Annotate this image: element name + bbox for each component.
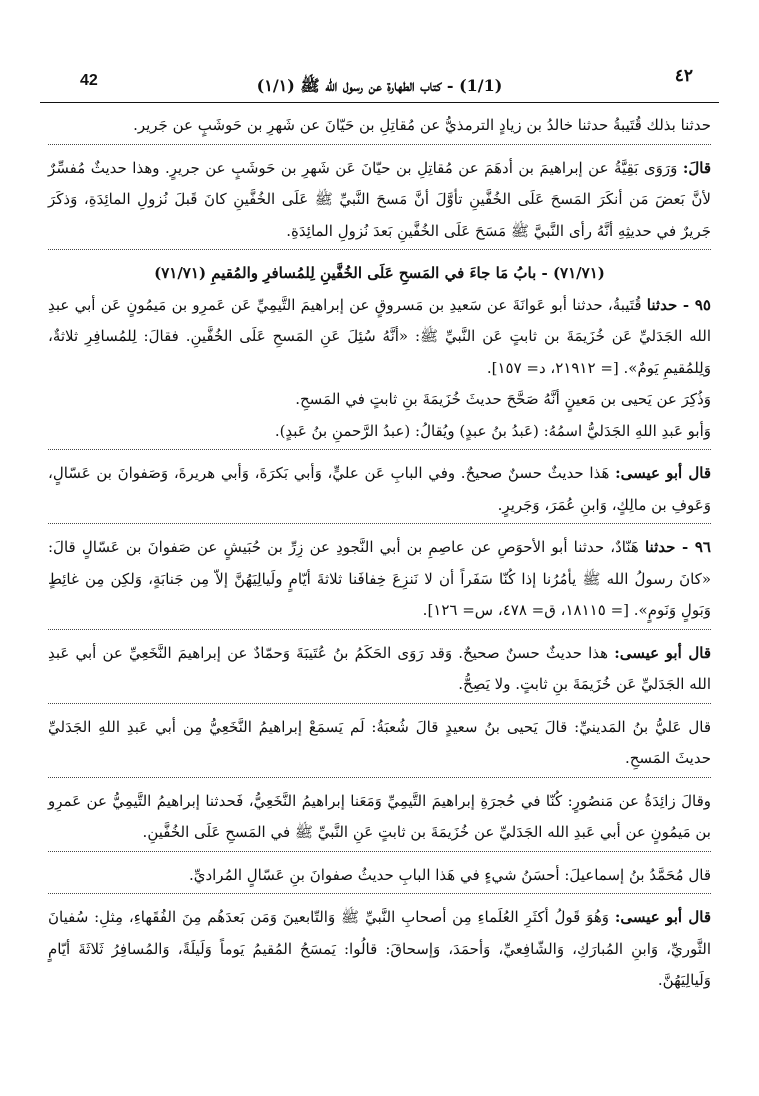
divider [48, 629, 711, 630]
chapter-heading: (٧١/٧١) - بابُ مَا جاءَ في المَسحِ عَلَى الخُفَّينِ لِلمُسافرِ والمُقيمِ (٧١/٧١) [154, 264, 605, 282]
paragraph-text: وَرَوَى بَقِيَّةُ عن إبراهيمَ بن أدهَمَ عن مُقاتِلِ بن حيّانَ عَن شَهرِ بن حَوشَبٍ عن جريرٍ. وهذا حديثٌ مُفسِّرٌ لأنَّ بَعضَ مَن أنكَرَ المَسحَ عَلَى الخُفَّينِ تأوَّلَ أنَّ مَسحَ النَّبيِّ ﷺ عَلَى الخُفَّينِ كانَ قَبلَ نُزولِ المائِدَةِ، وَذكَرَ جَريرٌ في حديثِهِ أنَّهُ رأى النَّبيَّ ﷺ مَسَحَ عَلَى الخُفَّينِ بَعدَ نُزولِ المائِدَةِ. [48, 158, 711, 240]
divider [48, 851, 711, 852]
paragraph-note: قال عَليُّ بنُ المَدينيِّ: قالَ يَحيى بنُ سعيدٍ قالَ شُعبَةُ: لَم يَسمَعْ إبراهيمُ النَّخَعِيُّ مِن أبي عَبدِ اللهِ الجَدَليِّ حديثَ المَسحِ. [48, 717, 711, 767]
paragraph-text: وَهُوَ قَولُ أكثَرِ العُلَماءِ مِن أصحابِ النَّبيِّ ﷺ وَالتّابعينَ وَمَن بَعدَهُم مِنَ الفُقَهاءِ، مِثلِ: سُفيانَ الثَّوريِّ، وَابنِ المُبارَكِ، وَالشّافِعيِّ، وَأحمَدَ، وَإسحاقَ: قالُوا: يَمسَحُ المُقيمُ يَوماً وَلَيلَةً، وَالمُسافِرُ ثَلاثَةَ أيّامٍ وَلَيالِيَهُنَّ. [48, 908, 711, 989]
divider [48, 703, 711, 704]
divider [48, 893, 711, 894]
paragraph-note: قال مُحَمَّدُ بنُ إسماعيلَ: أحسَنُ شيءٍ في هَذا البابِ حديثُ صفوانَ بنِ عَسّالٍ المُراديِّ. [188, 865, 711, 884]
divider [48, 144, 711, 145]
hadith-95 [48, 290, 711, 385]
hadith-96 [48, 532, 711, 627]
divider [48, 449, 711, 450]
page-header [40, 64, 719, 103]
running-title: (1/1) - كتاب الطهارة عن رسول الله ﷺ (١/١) [256, 76, 503, 95]
paragraph-note: وَذُكِرَ عن يَحيى بن مَعينٍ أنَّهُ صَحَّحَ حديثَ خُزَيمَةَ بنِ ثابتٍ في المَسحِ. [295, 390, 711, 408]
hadith-number: ٩٥ - حدثنا [646, 295, 711, 314]
hadith-text: قُتَيبةُ، حدثنا أبو عَوانَةَ عن سَعيدِ بن مَسروقٍ عن إبراهيمَ التَّيمِيِّ عَن عَمرِو بن مَيمُونٍ عَن أبي عبدِ الله الجَدَليِّ عَن خُزَيمَةَ بن ثابتٍ عَن النَّبيِّ ﷺ: «أنَّهُ سُئِلَ عَنِ المَسحِ عَلَى الخُفَّينِ. فقالَ: لِلمُسافِرِ ثلاثةٌ، وَلِلمُقيمِ يَومٌ». [= ٢١٩١٢، د= ١٥٧]. [48, 295, 711, 377]
paragraph-grading [48, 458, 711, 521]
paragraph-commentary [48, 153, 711, 248]
divider [48, 249, 711, 250]
page-body [48, 110, 711, 997]
paragraph-note: وقالَ زائِدَةُ عن مَنصُورٍ: كُنّا في حُجرَةِ إبراهيمَ التَّيمِيِّ وَمَعَنا إبراهيمُ النَّخَعِيُّ، فَحدثنا إبراهيمُ التَّيمِيُّ عن عَمرِو بن مَيمُونٍ عن أبي عَبدِ الله الجَدَليِّ عن خُزَيمَةَ بن ثابتٍ عَنِ النَّبيِّ ﷺ في المَسحِ عَلَى الخُفَّينِ. [48, 791, 711, 841]
paragraph-text: هَذا حديثٌ حسنٌ صحيحٌ. وفي البابِ عَن عليٍّ، وَأبي بَكرَةَ، وَأبي هريرةَ، وَصَفوانَ بن عَسّالٍ، وَعَوفِ بن مالِكٍ، وَابنِ عُمَرَ، وَجَريرٍ. [48, 464, 711, 514]
divider [48, 523, 711, 524]
speaker-label: قالَ: [682, 158, 711, 177]
paragraph-grading [48, 902, 711, 997]
hadith-text: هَنّادٌ، حدثنا أبو الأحوَصِ عن عاصِمِ بن أبي النَّجودِ عن زِرِّ بن حُبَيشٍ عن صَفوانَ بن عَسّالٍ قالَ: «كانَ رسولُ الله ﷺ يأمُرُنا إذا كُنّا سَفَراً أن لا نَنزِعَ خِفافَنا ثلاثةَ أيّامٍ ولَيالِيَهُنَّ إلاّ مِن جَنابَةٍ، وَلكِن مِن غائِطٍ وَبَولٍ وَنَومٍ». [= ١٨١١٥، ق= ٤٧٨، س= ١٢٦]. [48, 538, 711, 619]
paragraph-chain: حدثنا بذلك قُتَيبةُ حدثنا خالدُ بن زيادٍ الترمذيُّ عن مُقاتِلِ بن حَيّانَ عن شَهرِ بن حَوشَبٍ عن جَرير. [133, 116, 711, 134]
divider [48, 777, 711, 778]
hadith-number: ٩٦ - حدثنا [644, 538, 711, 556]
speaker-label: قال أبو عيسى: [614, 908, 711, 926]
paragraph-text: هذا حديثٌ حسنٌ صحيحٌ. وَقد رَوَى الحَكَمُ بنُ عُتَيبَةَ وَحمّادٌ عن إبراهيمَ النَّخَعِيِّ عن أبي عَبدِ الله الجَدَليِّ عَن خُزَيمَةَ بنِ ثابتٍ. ولا يَصِحُّ. [48, 643, 711, 693]
page-number-arabic: ٤٢ [674, 66, 693, 85]
page-number-latin: 42 [80, 72, 98, 89]
speaker-label: قال أبو عيسى: [615, 464, 711, 482]
paragraph-note: وَأبو عَبدِ اللهِ الجَدَليُّ اسمُهُ: (عَبدُ بنُ عبدٍ) ويُقالُ: (عبدُ الرَّحمنِ بنُ عَبدٍ). [274, 421, 711, 440]
paragraph-grading [48, 638, 711, 701]
speaker-label: قال أبو عيسى: [614, 643, 711, 662]
